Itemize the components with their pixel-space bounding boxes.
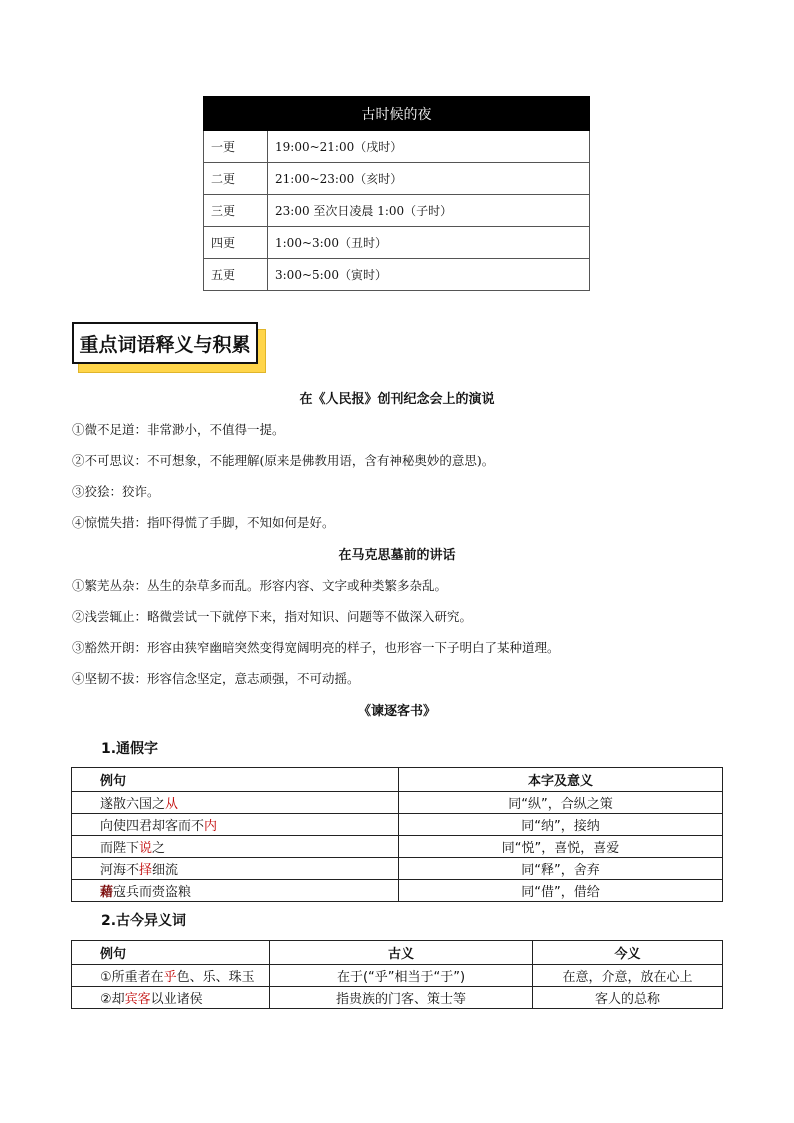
col-header: 例句 <box>72 941 270 965</box>
col-header: 古义 <box>270 941 533 965</box>
highlight-char: 说 <box>139 841 153 856</box>
watch-time: 23:00 至次日凌晨 1:00（子时） <box>268 195 590 227</box>
highlight-char: 藉 <box>100 885 114 900</box>
highlight-char: 乎 <box>163 970 177 985</box>
example-sentence: 藉寇兵而赍盗粮 <box>72 880 399 902</box>
watch-time: 19:00~21:00（戌时） <box>268 131 590 163</box>
meaning: 同“借”，借给 <box>399 880 723 902</box>
vocab-item: ①微不足道：非常渺小，不值得一提。 <box>72 422 285 437</box>
tongjiazi-table <box>71 767 723 902</box>
vocab-item: ①繁芜丛杂：丛生的杂草多而乱。形容内容、文字或种类繁多杂乱。 <box>72 578 448 593</box>
example-sentence: 河海不择细流 <box>72 858 399 880</box>
gujin-heading: 2.古今异义词 <box>101 913 187 929</box>
watch-name: 一更 <box>204 131 268 163</box>
vocab-item: ④坚韧不拔：形容信念坚定，意志顽强，不可动摇。 <box>72 671 360 686</box>
example-sentence: ②却宾客以业诸侯 <box>72 987 270 1009</box>
meaning: 同“纵”，合纵之策 <box>399 792 723 814</box>
watch-name: 四更 <box>204 227 268 259</box>
watch-time: 1:00~3:00（丑时） <box>268 227 590 259</box>
tongjiazi-heading: 1.通假字 <box>101 741 159 757</box>
table-row <box>72 858 723 880</box>
highlight-char: 内 <box>204 819 218 834</box>
vocab-item: ③豁然开朗：形容由狭窄幽暗突然变得宽阔明亮的样子，也形容一下子明白了某种道理。 <box>72 640 560 655</box>
example-sentence: 而陛下说之 <box>72 836 399 858</box>
watch-name: 五更 <box>204 259 268 291</box>
highlight-char: 择 <box>139 863 153 878</box>
speech2-title: 在马克思墓前的讲话 <box>338 548 456 563</box>
vocab-item: ②浅尝辄止：略微尝试一下就停下来，指对知识、问题等不做深入研究。 <box>72 609 473 624</box>
table-row <box>204 195 590 227</box>
night-watch-table <box>203 96 590 291</box>
col-header: 本字及意义 <box>399 768 723 792</box>
vocab-item: ④惊慌失措：指吓得慌了手脚，不知如何是好。 <box>72 515 335 530</box>
table-header-row <box>72 941 723 965</box>
vocab-item: ②不可思议：不可想象，不能理解(原来是佛教用语，含有神秘奥妙的意思)。 <box>72 453 495 468</box>
table-row <box>72 965 723 987</box>
meaning: 同“释”，舍弃 <box>399 858 723 880</box>
vocab-item: ③狡狯：狡诈。 <box>72 484 160 499</box>
example-sentence: ①所重者在乎色、乐、珠玉 <box>72 965 270 987</box>
section-heading: 重点词语释义与积累 <box>72 322 258 364</box>
speech1-title: 在《人民报》创刊纪念会上的演说 <box>299 392 495 407</box>
table-row <box>72 880 723 902</box>
table-header-row <box>72 768 723 792</box>
table-row <box>204 259 590 291</box>
table-row <box>204 131 590 163</box>
table-row <box>204 163 590 195</box>
watch-name: 二更 <box>204 163 268 195</box>
table-row <box>72 987 723 1009</box>
highlight-char: 宾客 <box>124 992 151 1007</box>
col-header: 例句 <box>72 768 399 792</box>
old-meaning: 在于(“乎”相当于“于”) <box>270 965 533 987</box>
meaning: 同“纳”，接纳 <box>399 814 723 836</box>
table-row <box>204 227 590 259</box>
watch-name: 三更 <box>204 195 268 227</box>
new-meaning: 客人的总称 <box>533 987 723 1009</box>
table-row <box>72 792 723 814</box>
meaning: 同“悦”，喜悦，喜爱 <box>399 836 723 858</box>
old-meaning: 指贵族的门客、策士等 <box>270 987 533 1009</box>
col-header: 今义 <box>533 941 723 965</box>
table-row <box>72 814 723 836</box>
table-row <box>72 836 723 858</box>
watch-time: 21:00~23:00（亥时） <box>268 163 590 195</box>
example-sentence: 向使四君却客而不内 <box>72 814 399 836</box>
book-title: 《谏逐客书》 <box>357 704 436 719</box>
highlight-char: 从 <box>165 797 179 812</box>
new-meaning: 在意，介意，放在心上 <box>533 965 723 987</box>
gujin-table <box>71 940 723 1009</box>
example-sentence: 遂散六国之从 <box>72 792 399 814</box>
night-table-title: 古时候的夜 <box>204 97 590 131</box>
section-heading-box <box>72 322 268 374</box>
watch-time: 3:00~5:00（寅时） <box>268 259 590 291</box>
